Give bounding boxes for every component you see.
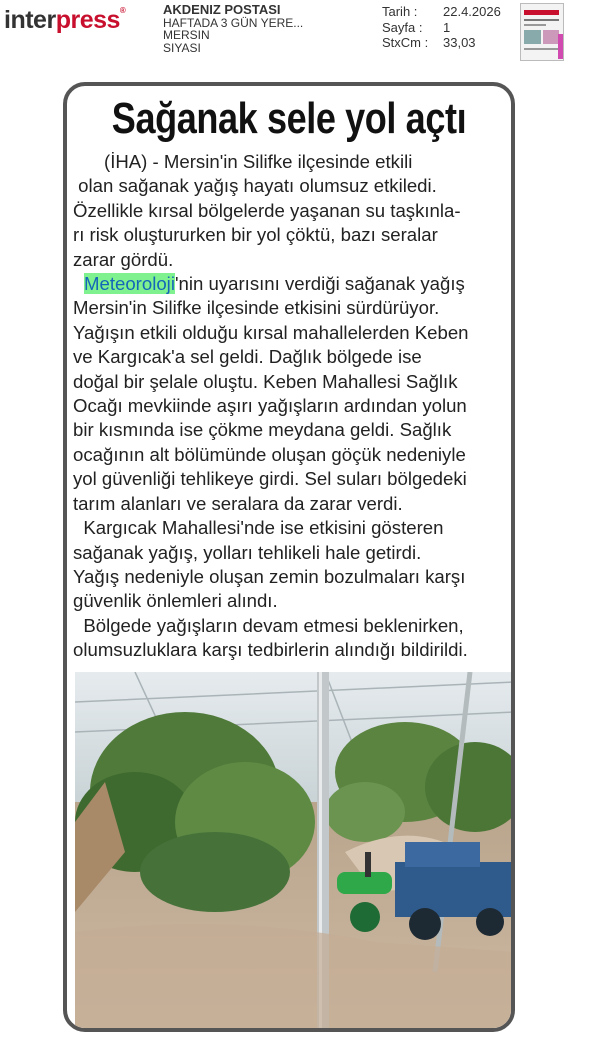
publication-city: MERSIN xyxy=(163,28,210,42)
publication-name: AKDENIZ POSTASI xyxy=(163,2,281,17)
article-photo xyxy=(75,672,515,1032)
article-line: Meteoroloji'nin uyarısını verdiği sağanak yağış xyxy=(84,273,465,295)
meta-row-page xyxy=(382,20,501,36)
page-thumbnail[interactable] xyxy=(520,3,564,61)
meta-value: 22.4.2026 xyxy=(443,4,501,19)
article-line: (İHA) - Mersin'in Silifke ilçesinde etkili xyxy=(73,151,413,172)
article-line: Ocağı mevkiinde aşırı yağışların ardından yolun xyxy=(73,395,467,417)
article-line: ocağının alt bölümünde oluşan göçük nedeniyle xyxy=(73,443,466,465)
publication-info xyxy=(163,4,303,54)
article-line: güvenlik önlemleri alındı. xyxy=(73,590,278,612)
logo-main-text: inter xyxy=(4,6,56,34)
meta-row-date xyxy=(382,4,501,20)
article-line: doğal bir şelale oluştu. Keben Mahallesi Sağlık xyxy=(73,370,458,392)
article-line: ve Kargıcak'a sel geldi. Dağlık bölgede ise xyxy=(73,346,422,368)
article-headline: Sağanak sele yol açtı xyxy=(111,94,467,143)
article-line: Bölgede yağışların devam etmesi beklenirken, xyxy=(73,614,464,636)
keyword-highlight: Meteoroloji xyxy=(84,273,175,295)
article-line: olumsuzluklara karşı tedbirlerin alındığı bildirildi. xyxy=(73,639,468,661)
logo-trademark: ® xyxy=(119,6,126,15)
article-line: bir kısmında ise çökme meydana geldi. Sağlık xyxy=(73,419,452,441)
publication-section: SIYASI xyxy=(163,40,201,55)
article-line: Özellikle kırsal bölgelerde yaşanan su taşkınla- xyxy=(73,199,461,221)
article-line: Yağış nedeniyle oluşan zemin bozulmaları karşı xyxy=(73,565,466,587)
publication-frequency: HAFTADA 3 GÜN YERE... xyxy=(163,15,304,30)
meta-row-stxcm xyxy=(382,35,501,51)
clipping-meta xyxy=(382,4,501,51)
meta-value: 33,03 xyxy=(443,35,476,50)
article-line: tarım alanları ve seralara da zarar verdi. xyxy=(73,492,403,514)
meta-value: 1 xyxy=(443,19,451,35)
meta-label: Sayfa : xyxy=(382,19,423,35)
article-line: Kargıcak Mahallesi'nde ise etkisini gösteren xyxy=(73,517,444,539)
article-line: rı risk oluştururken bir yol çöktü, bazı seralar xyxy=(73,224,438,246)
clipping-header xyxy=(0,0,590,70)
meta-label: StxCm : xyxy=(382,35,429,50)
interpress-logo xyxy=(4,6,125,35)
article-body xyxy=(73,150,515,663)
article-line: Mersin'in Silifke ilçesinde etkisini sürdürüyor. xyxy=(73,297,440,319)
meta-label: Tarih : xyxy=(382,4,418,19)
article-line: zarar gördü. xyxy=(73,248,174,270)
article-line: sağanak yağış, yolları tehlikeli hale getirdi. xyxy=(73,541,422,563)
logo-accent-text: press xyxy=(55,6,120,34)
article-line: Yağışın etkili olduğu kırsal mahallelerden Keben xyxy=(73,321,469,343)
greenhouse-photo xyxy=(75,672,515,1032)
article-clipping xyxy=(63,82,515,1032)
article-line: olan sağanak yağış hayatı olumsuz etkiledi. xyxy=(73,175,437,197)
article-line: yol güvenliği tehlikeye girdi. Sel suları bölgedeki xyxy=(73,468,467,490)
